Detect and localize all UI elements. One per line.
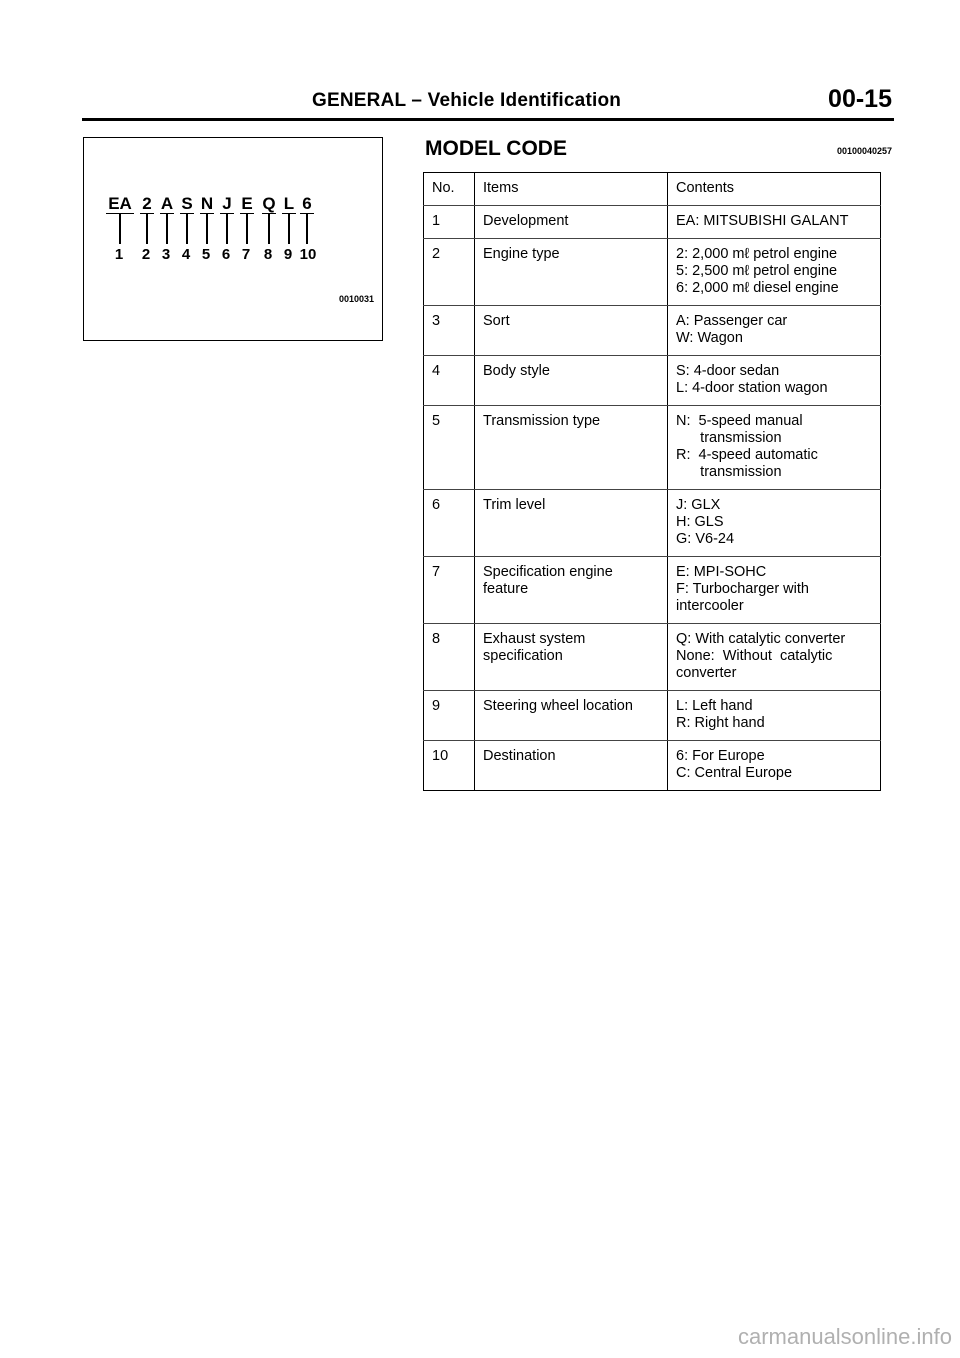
cell-item-line: Trim level (483, 497, 546, 513)
code-letter: 2 (140, 195, 154, 214)
table-body (424, 173, 881, 791)
cell-item-line: Exhaust system (483, 631, 586, 647)
cell-contents-line: transmission (676, 430, 782, 446)
cell-contents-line: EA: MITSUBISHI GALANT (676, 213, 849, 229)
cell-no: 4 (424, 356, 475, 406)
cell-contents (668, 306, 881, 356)
cell-contents-line: A: Passenger car (676, 313, 788, 329)
cell-contents-line: J: GLX (676, 497, 721, 513)
cell-contents-line: 6: 2,000 mℓ diesel engine (676, 280, 839, 296)
header-no: No. (424, 173, 475, 206)
cell-contents-line: E: MPI-SOHC (676, 564, 767, 580)
position-number: 10 (299, 246, 317, 263)
cell-contents-line: intercooler (676, 598, 744, 614)
table-row (424, 490, 881, 557)
code-letter: N (200, 194, 214, 213)
cell-contents-line: transmission (676, 464, 782, 480)
cell-contents-line: None: Without catalytic (676, 648, 833, 664)
position-number: 6 (221, 246, 231, 263)
page-number: 00-15 (828, 85, 892, 113)
cell-contents-line: N: 5-speed manual (676, 413, 803, 429)
code-letter: 6 (300, 195, 314, 214)
cell-contents-line: S: 4-door sedan (676, 363, 780, 379)
cell-contents-line: F: Turbocharger with (676, 581, 809, 597)
cell-item-line: Steering wheel location (483, 698, 633, 714)
code-letter: Q (262, 194, 276, 213)
cell-contents-line: 5: 2,500 mℓ petrol engine (676, 263, 838, 279)
cell-item (475, 624, 668, 691)
leader-line (288, 214, 290, 244)
position-number: 3 (161, 246, 171, 263)
code-letter: A (160, 194, 174, 213)
cell-contents-line: L: Left hand (676, 698, 753, 714)
table-row (424, 206, 881, 239)
table-row (424, 239, 881, 306)
cell-contents-line: 6: For Europe (676, 748, 765, 764)
model-code-table (423, 172, 881, 791)
code-letter: S (181, 194, 193, 213)
cell-contents (668, 356, 881, 406)
leader-line (186, 214, 188, 244)
leader-line (146, 214, 148, 244)
position-number: 4 (181, 246, 191, 263)
cell-contents-line: G: V6-24 (676, 531, 735, 547)
cell-contents (668, 406, 881, 490)
figure-id: 0010031 (338, 294, 374, 304)
cell-contents-line: H: GLS (676, 514, 724, 530)
section-title: MODEL CODE (425, 137, 567, 160)
cell-item (475, 557, 668, 624)
table-row (424, 356, 881, 406)
table-row (424, 624, 881, 691)
table-row (424, 306, 881, 356)
cell-item (475, 356, 668, 406)
model-code-figure (83, 137, 383, 341)
cell-no: 9 (424, 691, 475, 741)
cell-contents-line: Q: With catalytic converter (676, 631, 846, 647)
leader-line (166, 214, 168, 244)
cell-item-line: feature (483, 581, 529, 597)
leader-line (268, 214, 270, 244)
cell-item-line: Transmission type (483, 413, 601, 429)
cell-contents-line: C: Central Europe (676, 765, 793, 781)
cell-item-line: Development (483, 213, 569, 229)
cell-no: 6 (424, 490, 475, 557)
leader-line (306, 214, 308, 244)
cell-no: 8 (424, 624, 475, 691)
cell-contents (668, 741, 881, 791)
position-number: 8 (263, 246, 273, 263)
cell-contents-line: L: 4-door station wagon (676, 380, 828, 396)
cell-contents-line: converter (676, 665, 737, 681)
cell-item-line: Sort (483, 313, 510, 329)
cell-item (475, 691, 668, 741)
cell-contents-line: 2: 2,000 mℓ petrol engine (676, 246, 838, 262)
leader-line (119, 214, 121, 244)
table-row (424, 557, 881, 624)
table-row (424, 406, 881, 490)
cell-contents (668, 239, 881, 306)
position-number: 2 (141, 246, 151, 263)
code-letter: E (241, 194, 253, 213)
leader-line (226, 214, 228, 244)
cell-item (475, 306, 668, 356)
cell-contents-line: R: Right hand (676, 715, 765, 731)
cell-no: 2 (424, 239, 475, 306)
code-letter: EA (106, 195, 134, 214)
cell-contents (668, 624, 881, 691)
cell-contents-line: R: 4-speed automatic (676, 447, 818, 463)
page-header-title: GENERAL – Vehicle Identification (312, 90, 622, 111)
watermark: carmanualsonline.info (737, 1324, 952, 1349)
leader-line (206, 214, 208, 244)
position-number: 9 (283, 246, 293, 263)
table-row (424, 691, 881, 741)
cell-contents (668, 206, 881, 239)
position-number: 1 (114, 246, 124, 263)
cell-no: 10 (424, 741, 475, 791)
cell-item-line: Body style (483, 363, 550, 379)
code-letter: L (283, 194, 295, 213)
cell-contents (668, 557, 881, 624)
cell-item-line: Specification engine (483, 564, 613, 580)
cell-item (475, 406, 668, 490)
cell-no: 1 (424, 206, 475, 239)
cell-item (475, 206, 668, 239)
position-number: 5 (201, 246, 211, 263)
cell-no: 7 (424, 557, 475, 624)
cell-item-line: specification (483, 648, 563, 664)
cell-item-line: Engine type (483, 246, 560, 262)
cell-item (475, 490, 668, 557)
leader-line (246, 214, 248, 244)
position-number: 7 (241, 246, 251, 263)
cell-no: 3 (424, 306, 475, 356)
cell-item (475, 239, 668, 306)
cell-item-line: Destination (483, 748, 556, 764)
cell-contents-line: W: Wagon (676, 330, 743, 346)
header-items: Items (475, 173, 668, 206)
section-id: 00100040257 (836, 146, 892, 156)
header-contents: Contents (668, 173, 881, 206)
table-header-row (424, 173, 881, 206)
cell-contents (668, 691, 881, 741)
cell-item (475, 741, 668, 791)
table-row (424, 741, 881, 791)
code-letter: J (220, 195, 234, 214)
cell-no: 5 (424, 406, 475, 490)
cell-contents (668, 490, 881, 557)
header-divider (82, 118, 894, 121)
